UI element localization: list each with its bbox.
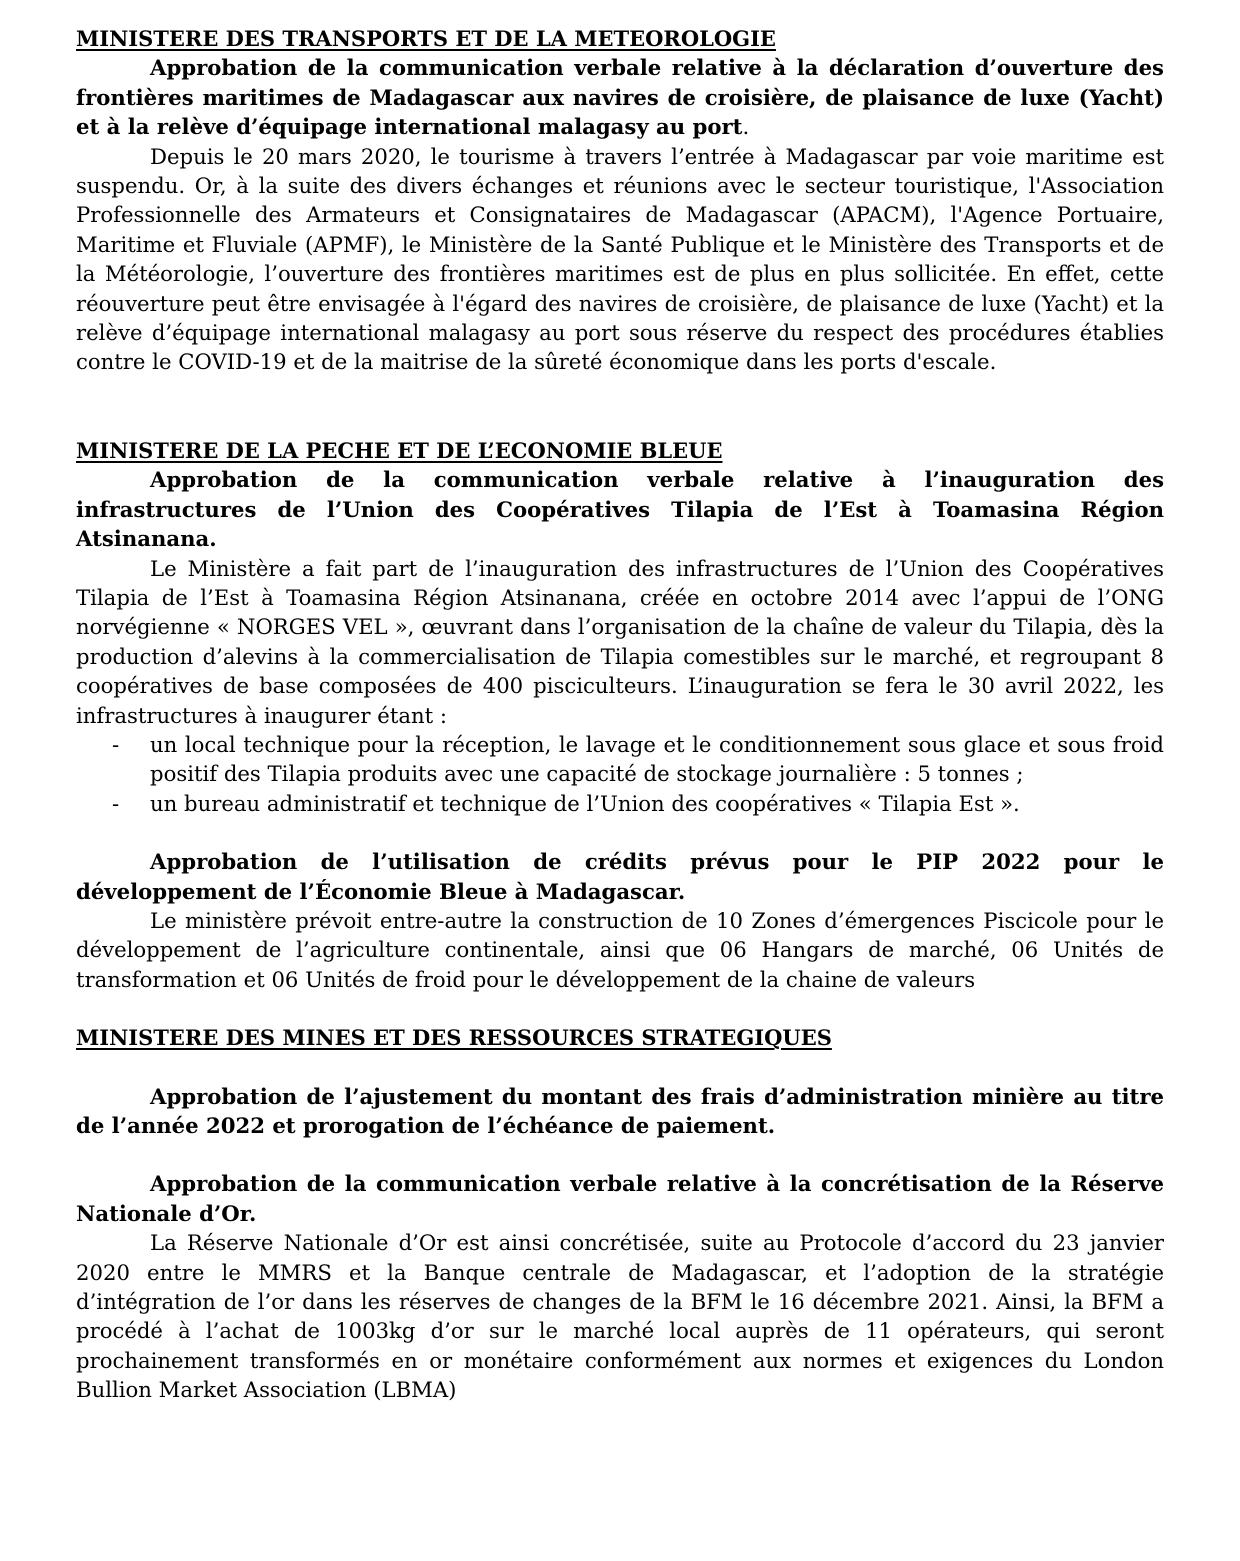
approval-title-text: Approbation de la communication verbale relative à la déclaration d’ouverture des frontières maritimes de Madagascar aux navires de croisière, de plaisance de luxe (Yacht) et à la relève d’équipage international malagasy au port (76, 55, 1164, 140)
ministry-heading: MINISTERE DE LA PECHE ET DE L’ECONOMIE BLEUE (76, 437, 723, 463)
body-paragraph: Le ministère prévoit entre-autre la construction de 10 Zones d’émergences Piscicole pour le développement de l’agriculture continentale, ainsi que 06 Hangars de marché, 06 Unités de transformation et 06 Unités de froid pour le développement de la chaine de valeurs (76, 907, 1164, 992)
body-paragraph: Le Ministère a fait part de l’inauguration des infrastructures de l’Union des Coopératives Tilapia de l’Est à Toamasina Région Atsinanana, créée en octobre 2014 avec l’appui de l’ONG norvégienne « NORGES VEL », œuvrant dans l’organisation de la chaîne de valeur du Tilapia, dès la production d’alevins à la commercialisation de Tilapia comestibles sur le marché, et regroupant 8 coopératives de base composées de 400 pisciculteurs. L’inauguration se fera le 30 avril 2022, les infrastructures à inaugurer étant : (76, 555, 1164, 728)
approval-title: Approbation de la communication verbale relative à l’inauguration des infrastructures de l’Union des Coopératives Tilapia de l’Est à Toamasina Région Atsinanana. (76, 467, 1164, 552)
section-mines (76, 1023, 1164, 1404)
section-transports (76, 24, 1164, 377)
list-item (76, 789, 1164, 818)
body-paragraph: Depuis le 20 mars 2020, le tourisme à travers l’entrée à Madagascar par voie maritime est suspendu. Or, à la suite des divers échanges et réunions avec le secteur touristique, l'Association Professionnelle des Armateurs et Consignataires de Madagascar (APACM), l'Agence Portuaire, Maritime et Fluviale (APMF), le Ministère de la Santé Publique et le Ministère des Transports et de la Météorologie, l’ouverture des frontières maritimes est de plus en plus sollicitée. En effet, cette réouverture peut être envisagée à l'égard des navires de croisière, de plaisance de luxe (Yacht) et la relève d’équipage international malagasy au port sous réserve du respect des procédures établies contre le COVID-19 et de la maitrise de la sûreté économique dans les ports d'escale. (76, 143, 1164, 375)
body-paragraph: La Réserve Nationale d’Or est ainsi concrétisée, suite au Protocole d’accord du 23 janvier 2020 entre le MMRS et la Banque centrale de Madagascar, et l’adoption de la stratégie d’intégration de l’or dans les réserves de changes de la BFM le 16 décembre 2021. Ainsi, la BFM a procédé à l’achat de 1003kg d’or sur le marché local auprès de 11 opérateurs, qui seront prochainement transformés en or monétaire conformément aux normes et exigences du London Bullion Market Association (LBMA) (76, 1230, 1164, 1403)
list-item-text: un bureau administratif et technique de l’Union des coopératives « Tilapia Est ». (150, 790, 1020, 816)
item-spacer (76, 1053, 1164, 1082)
list-marker: - (112, 731, 120, 757)
ministry-heading: MINISTERE DES MINES ET DES RESSOURCES STRATEGIQUES (76, 1025, 832, 1051)
list-item-text: un local technique pour la réception, le lavage et le conditionnement sous glace et sous froid positif des Tilapia produits avec une capacité de stockage journalière : 5 tonnes ; (150, 731, 1164, 787)
approval-title: Approbation de l’ajustement du montant des frais d’administration minière au titre de l’année 2022 et prorogation de l’échéance de paiement. (76, 1083, 1164, 1138)
list-item (76, 730, 1164, 789)
section-spacer (76, 377, 1164, 436)
approval-title (76, 53, 1164, 141)
section-spacer (76, 994, 1164, 1023)
list-marker: - (112, 790, 120, 816)
approval-title-end: . (742, 114, 750, 140)
item-spacer (76, 1140, 1164, 1169)
infrastructure-list (76, 730, 1164, 818)
approval-title: Approbation de la communication verbale relative à la concrétisation de la Réserve Nationale d’Or. (76, 1171, 1164, 1226)
section-peche (76, 436, 1164, 994)
item-spacer (76, 818, 1164, 847)
ministry-heading: MINISTERE DES TRANSPORTS ET DE LA METEOROLOGIE (76, 26, 776, 51)
approval-title: Approbation de l’utilisation de crédits prévus pour le PIP 2022 pour le développement de l’Économie Bleue à Madagascar. (76, 849, 1164, 904)
